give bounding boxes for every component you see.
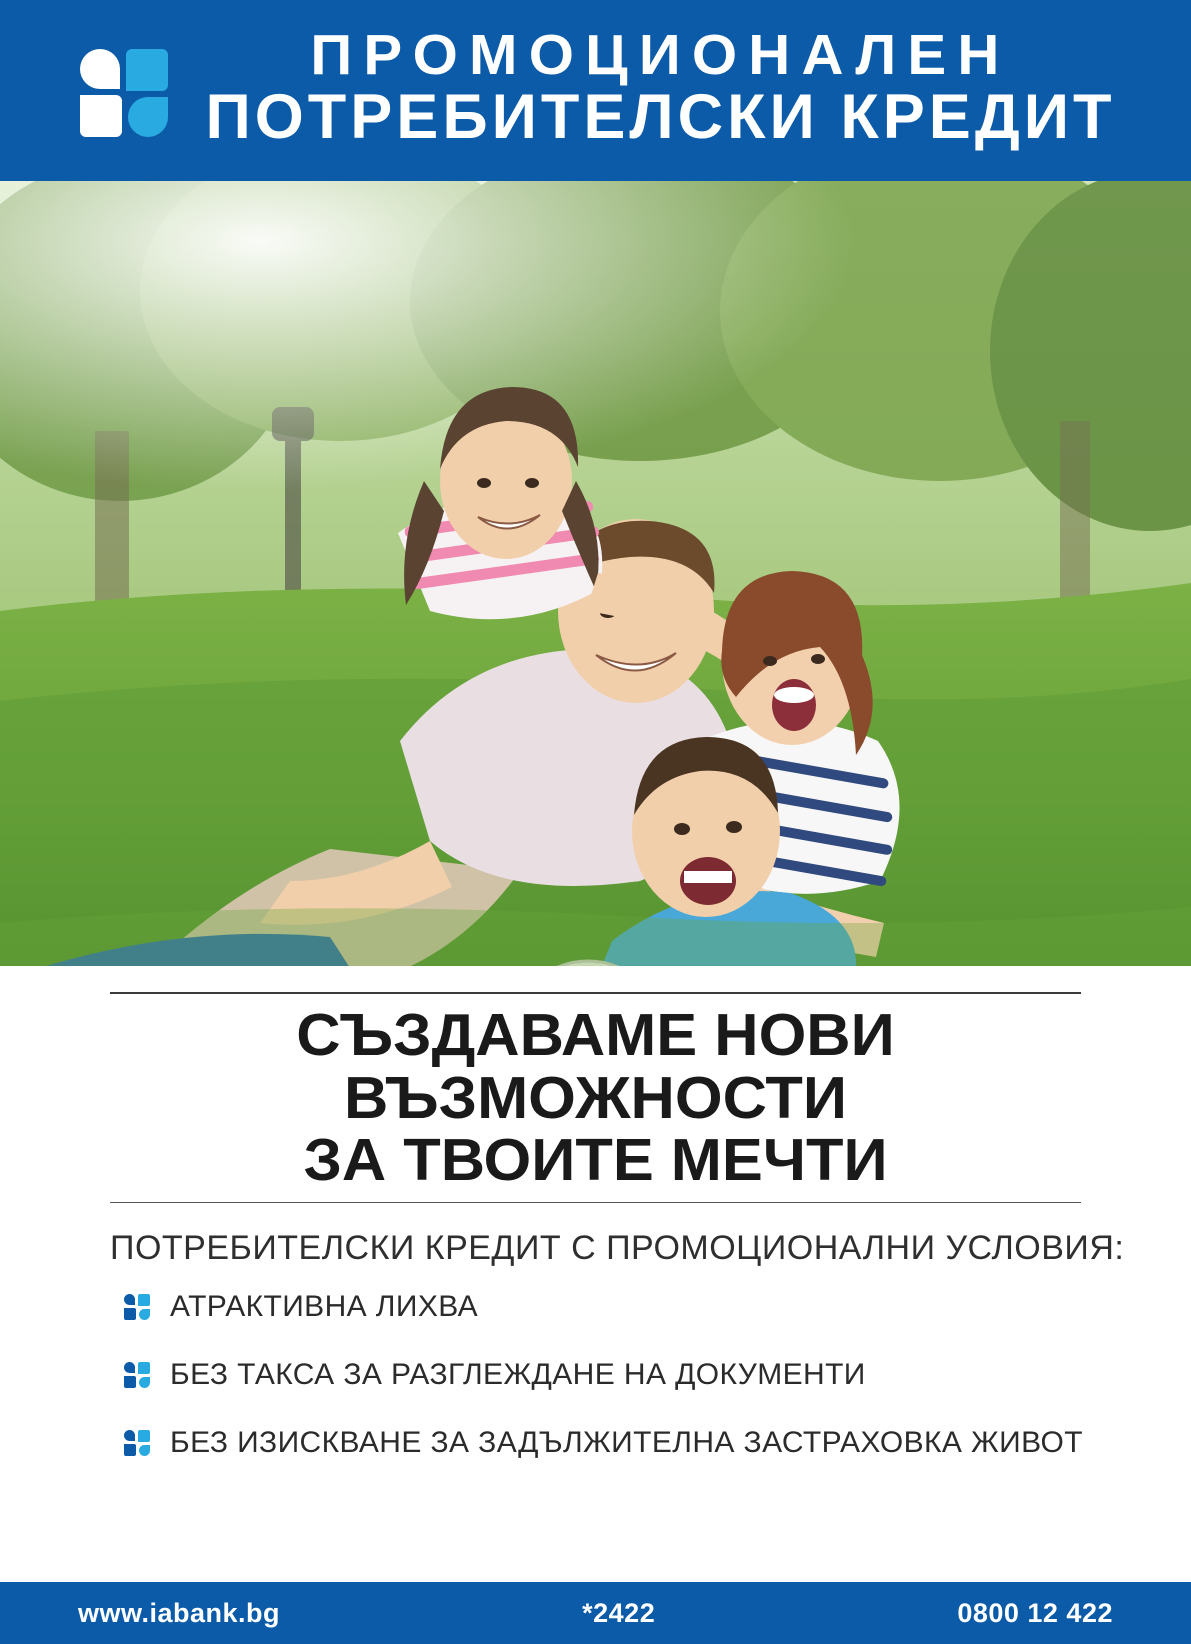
list-item: [124, 1290, 1071, 1324]
subheadline: ПОТРЕБИТЕЛСКИ КРЕДИТ С ПРОМОЦИОНАЛНИ УСЛОВИЯ:: [110, 1228, 1125, 1267]
list-item: [124, 1425, 1083, 1460]
ibank-logo-icon: [78, 47, 170, 139]
logo-part-bottom-right: [128, 97, 168, 137]
headline-line-2: ЗА ТВОИТЕ МЕЧТИ: [303, 1127, 888, 1194]
bullet-logo-icon: [124, 1430, 150, 1456]
hero-photo: [0, 181, 1191, 966]
benefits-list: [110, 1280, 1081, 1460]
hero-illustration: [0, 181, 1191, 966]
phone-number[interactable]: 0800 12 422: [957, 1597, 1113, 1628]
header-title-block: [170, 23, 1191, 153]
headline-line-1: СЪЗДАВАМЕ НОВИ ВЪЗМОЖНОСТИ: [296, 1002, 895, 1131]
header-title-line2: ПОТРЕБИТЕЛСКИ КРЕДИТ: [205, 82, 1116, 153]
short-number[interactable]: *2422: [582, 1597, 656, 1628]
poster-footer: [0, 1582, 1191, 1644]
header-title-line1: ПРОМОЦИОНАЛЕН: [310, 23, 1011, 88]
list-item-label: БЕЗ ТАКСА ЗА РАЗГЛЕЖДАНЕ НА ДОКУМЕНТИ: [170, 1357, 866, 1391]
logo-part-bottom-left: [80, 95, 122, 137]
list-item-label: БЕЗ ИЗИСКВАНЕ ЗА ЗАДЪЛЖИТЕЛНА ЗАСТРАХОВКА ЖИВОТ: [170, 1425, 1083, 1459]
bullet-logo-icon: [124, 1294, 150, 1320]
list-item-label: АТРАКТИВНА ЛИХВА: [170, 1289, 479, 1323]
page-title: [91, 994, 1101, 1202]
logo-part-top-left: [80, 49, 120, 89]
poster-header: [0, 0, 1191, 181]
bullet-logo-icon: [124, 1362, 150, 1388]
list-item: [124, 1358, 1071, 1392]
poster-content: [0, 966, 1191, 1582]
website-link[interactable]: www.iabank.bg: [78, 1597, 281, 1628]
